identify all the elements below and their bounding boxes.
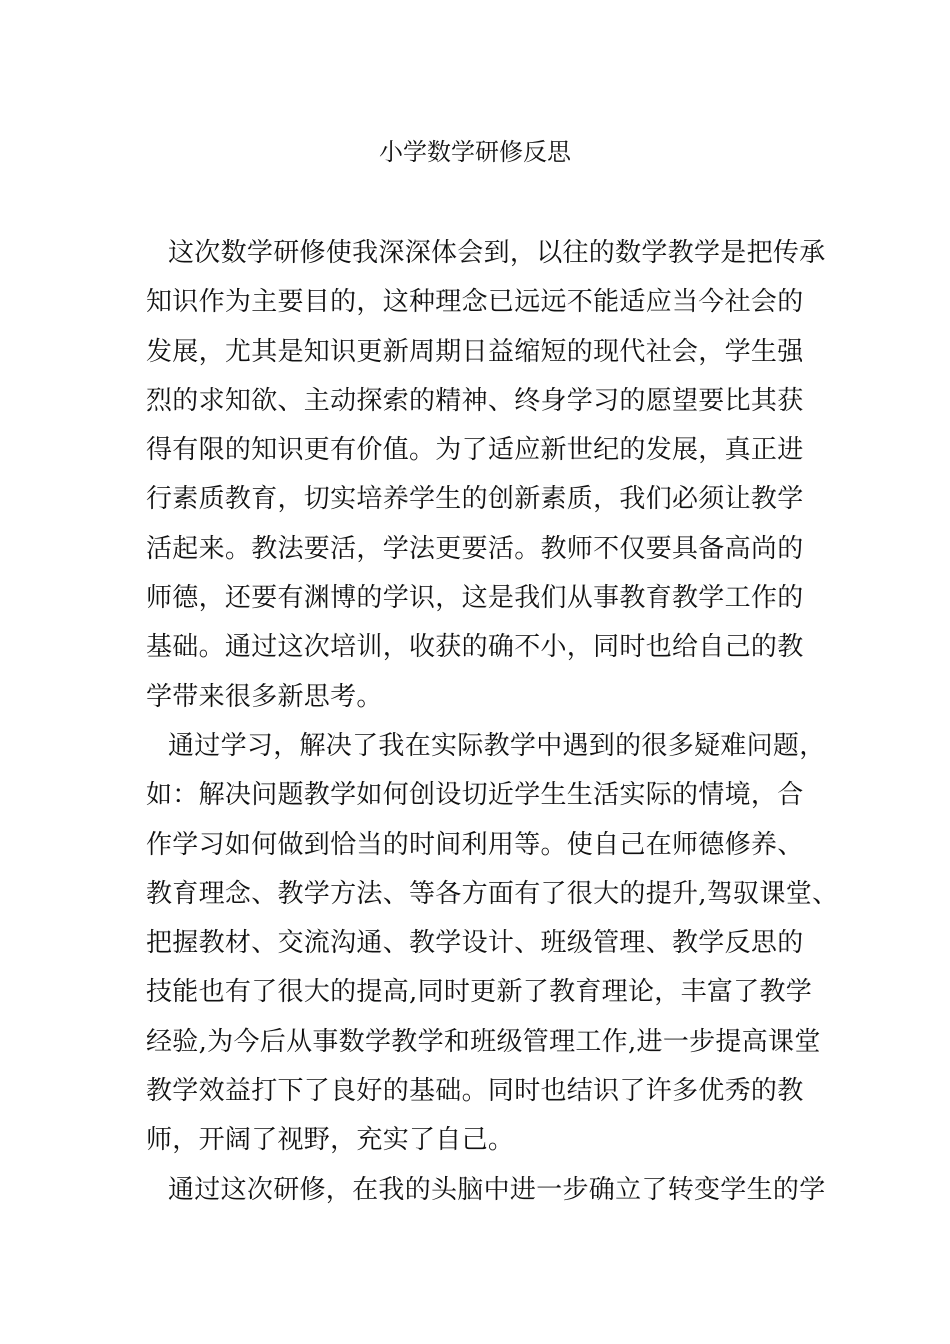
text-line: 作学习如何做到恰当的时间利用等。使自己在师德修养、 <box>146 829 804 860</box>
text-line: 师德，还要有渊博的学识，这是我们从事教育教学工作的 <box>146 583 804 614</box>
text-line: 把握教材、交流沟通、教学设计、班级管理、教学反思的 <box>146 928 804 959</box>
paragraph-2 <box>146 722 839 1166</box>
paragraph-1 <box>146 229 826 722</box>
text-line: 发展，尤其是知识更新周期日益缩短的现代社会，学生强 <box>146 336 804 367</box>
text-line: 教学效益打下了良好的基础。同时也结识了许多优秀的教 <box>146 1076 804 1107</box>
paragraph-3 <box>146 1166 826 1215</box>
text-line: 学带来很多新思考。 <box>146 681 383 712</box>
text-line: 通过这次研修，在我的头脑中进一步确立了转变学生的学 <box>168 1174 826 1205</box>
text-line: 经验,为今后从事数学教学和班级管理工作,进一步提高课堂 <box>146 1026 821 1057</box>
text-line: 得有限的知识更有价值。为了适应新世纪的发展，真正进 <box>146 435 804 466</box>
text-line: 行素质教育，切实培养学生的创新素质，我们必须让教学 <box>146 484 804 515</box>
text-line: 活起来。教法要活，学法更要活。教师不仅要具备高尚的 <box>146 533 804 564</box>
text-line: 教育理念、教学方法、等各方面有了很大的提升,驾驭课堂、 <box>146 878 839 909</box>
document-title: 小学数学研修反思 <box>379 138 571 166</box>
text-line: 这次数学研修使我深深体会到，以往的数学教学是把传承 <box>168 238 826 268</box>
text-line: 知识作为主要目的，这种理念已远远不能适应当今社会的 <box>146 287 804 318</box>
document-body <box>146 229 839 1215</box>
text-line: 烈的求知欲、主动探索的精神、终身学习的愿望要比其获 <box>146 385 804 416</box>
text-line: 技能也有了很大的提高,同时更新了教育理论，丰富了教学 <box>146 977 813 1008</box>
text-line: 师，开阔了视野，充实了自己。 <box>146 1125 515 1156</box>
text-line: 基础。通过这次培训，收获的确不小，同时也给自己的教 <box>146 632 804 663</box>
text-line: 通过学习，解决了我在实际教学中遇到的很多疑难问题， <box>168 730 826 761</box>
text-line: 如：解决问题教学如何创设切近学生生活实际的情境，合 <box>146 780 804 811</box>
